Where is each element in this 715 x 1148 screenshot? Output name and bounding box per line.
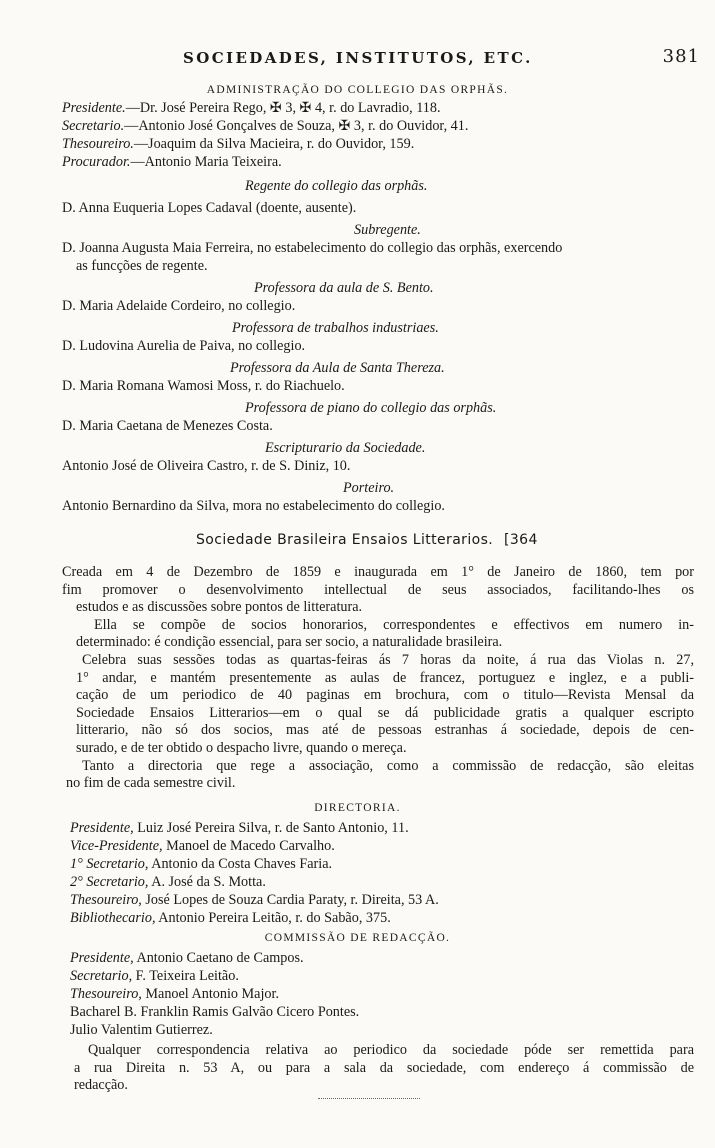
directoria-role: Bibliothecario, (70, 910, 156, 926)
subregente-line: as funcções de regente. (76, 258, 208, 274)
paragraph-line: surado, e de ter obtido o despacho livre, quando o mereça. (76, 739, 407, 756)
section-title (196, 532, 538, 550)
subregente-line: D. Joanna Augusta Maia Ferreira, no estabelecimento do collegio das orphãs, exercendo (62, 240, 563, 256)
directoria-text: Antonio da Costa Chaves Faria. (148, 856, 333, 872)
directoria-text: Manoel de Macedo Carvalho. (162, 838, 335, 854)
officer-role: Secretario. (62, 118, 125, 134)
directoria-entry (70, 874, 266, 892)
directoria-entry (70, 892, 439, 910)
commissao-entry (70, 968, 239, 986)
prof-name: D. Maria Romana Wamosi Moss, r. do Riachuelo. (62, 378, 345, 394)
paragraph-line: determinado: é condição essencial, para ser socio, a naturalidade brasileira. (76, 634, 503, 651)
admin-heading: ADMINISTRAÇÃO DO COLLEGIO DAS ORPHÃS. (206, 84, 509, 96)
commissao-text: F. Teixeira Leitão. (132, 968, 239, 984)
officer-role: Procurador. (62, 154, 131, 170)
closing-paragraph (62, 1042, 694, 1095)
escripturario-title: Escripturario da Sociedade. (265, 440, 426, 456)
section-title-text: Sociedade Brasileira Ensaios Litterarios. (196, 532, 494, 548)
escripturario-name: Antonio José de Oliveira Castro, r. de S. Diniz, 10. (62, 458, 351, 474)
directoria-role: Thesoureiro, (70, 892, 142, 908)
end-rule (318, 1098, 420, 1099)
directoria-role: Presidente, (70, 820, 134, 836)
officer-line (62, 154, 282, 172)
paragraph-line: fim promover o desenvolvimento intellectual de seus associados, facilitando-lhes os (62, 581, 694, 598)
prof-title: Professora de trabalhos industriaes. (232, 320, 439, 336)
porteiro-title: Porteiro. (343, 480, 395, 496)
directoria-role: 2° Secretario, (70, 874, 149, 890)
paragraph-line: Ella se compõe de socios honorarios, correspondentes e effectivos em numero in- (94, 616, 694, 633)
directoria-entry (70, 910, 391, 928)
paragraph-line: no fim de cada semestre civil. (66, 775, 236, 792)
commissao-entry (70, 1004, 359, 1022)
directoria-entry (70, 820, 409, 838)
officer-line (62, 136, 414, 154)
officer-role: Presidente. (62, 100, 126, 116)
prof-title: Professora da aula de S. Bento. (254, 280, 434, 296)
officer-text: —Joaquim da Silva Macieira, r. do Ouvidor, 159. (133, 136, 415, 152)
directoria-text: A. José da S. Motta. (148, 874, 266, 890)
porteiro-name: Antonio Bernardino da Silva, mora no estabelecimento do collegio. (62, 498, 445, 514)
officer-text: —Antonio José Gonçalves de Souza, ✠ 3, r. do Ouvidor, 41. (124, 118, 469, 134)
commissao-role: Presidente, (70, 950, 134, 966)
commissao-entry (70, 1022, 213, 1040)
prof-title: Professora de piano do collegio das orphãs. (245, 400, 497, 416)
regente-title: Regente do collegio das orphãs. (245, 178, 428, 194)
commissao-text: Manoel Antonio Major. (141, 986, 279, 1002)
paragraph-line: Tanto a directoria que rege a associação, como a commissão de redacção, são eleitas (82, 757, 694, 774)
officer-text: —Antonio Maria Teixeira. (130, 154, 282, 170)
page-header (60, 46, 700, 74)
commissao-role: Secretario, (70, 968, 133, 984)
officer-line (62, 100, 441, 118)
regente-name: D. Anna Euqueria Lopes Cadaval (doente, ausente). (62, 200, 357, 216)
paragraph-line: cação de um periodico de 40 paginas em brochura, com o titulo—Revista Mensal da (76, 687, 694, 704)
commissao-text: Bacharel B. Franklin Ramis Galvão Cicero Pontes. (70, 1004, 360, 1020)
directoria-text: José Lopes de Souza Cardia Paraty, r. Direita, 53 A. (141, 892, 439, 908)
paragraph-line: Celebra suas sessões todas as quartas-feiras ás 7 horas da noite, á rua das Violas n. 27, (82, 651, 694, 668)
page-number: 381 (662, 46, 700, 67)
closing-line: a rua Direita n. 53 A, ou para a sala da sociedade, com endereço á commissão de (74, 1059, 694, 1076)
closing-line: redacção. (74, 1077, 128, 1094)
officer-line (62, 118, 468, 136)
paragraph-line: 1° andar, e mantém presentemente as aulas de francez, portuguez e inglez, e a publi- (76, 669, 694, 686)
directoria-role: 1° Secretario, (70, 856, 149, 872)
commissao-heading: COMMISSÃO DE REDACÇÃO. (264, 932, 451, 944)
directoria-entry (70, 838, 335, 856)
prof-title: Professora da Aula de Santa Thereza. (230, 360, 445, 376)
directoria-heading: DIRECTORIA. (314, 802, 401, 814)
closing-line: Qualquer correspondencia relativa ao periodico da sociedade póde ser remettida para (88, 1042, 694, 1058)
prof-name: D. Maria Caetana de Menezes Costa. (62, 418, 273, 434)
officer-text: —Dr. José Pereira Rego, ✠ 3, ✠ 4, r. do Lavradio, 118. (125, 100, 441, 116)
officer-role: Thesoureiro. (62, 136, 134, 152)
society-paragraph (62, 564, 694, 793)
commissao-entry (70, 950, 304, 968)
directoria-entry (70, 856, 332, 874)
paragraph-line: Creada em 4 de Dezembro de 1859 e inaugurada em 1° de Janeiro de 1860, tem por (62, 564, 694, 580)
commissao-entry (70, 986, 279, 1004)
section-number: [364 (504, 532, 538, 548)
commissao-text: Julio Valentim Gutierrez. (70, 1022, 213, 1038)
paragraph-line: estudos e as discussões sobre pontos de litteratura. (76, 599, 363, 616)
paragraph-line: litterario, não só dos socios, mas até de pessoas estranhas á sociedade, depois de cen- (76, 722, 694, 739)
prof-name: D. Maria Adelaide Cordeiro, no collegio. (62, 298, 296, 314)
prof-name: D. Ludovina Aurelia de Paiva, no collegio. (62, 338, 306, 354)
paragraph-line: Sociedade Ensaios Litterarios—em o qual se dá publicidade gratis a qualquer escripto (76, 704, 694, 721)
directoria-text: Antonio Pereira Leitão, r. do Sabão, 375. (155, 910, 391, 926)
running-head: SOCIEDADES, INSTITUTOS, ETC. (183, 49, 533, 67)
commissao-text: Antonio Caetano de Campos. (133, 950, 304, 966)
directoria-role: Vice-Presidente, (70, 838, 163, 854)
commissao-role: Thesoureiro, (70, 986, 142, 1002)
directoria-text: Luiz José Pereira Silva, r. de Santo Antonio, 11. (133, 820, 409, 836)
subregente-title: Subregente. (354, 222, 421, 238)
